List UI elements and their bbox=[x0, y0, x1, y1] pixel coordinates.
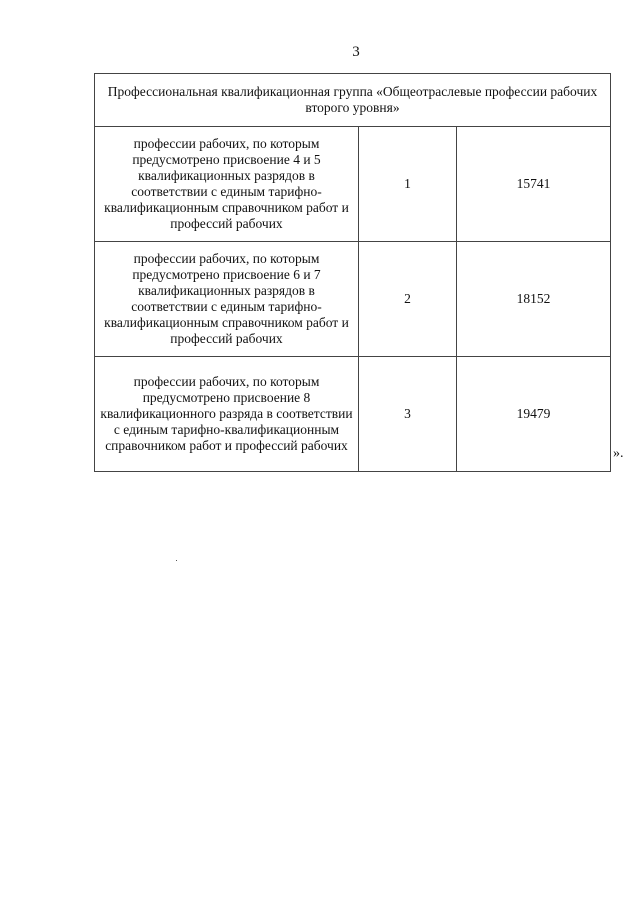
table-row bbox=[95, 127, 611, 242]
table-header-row bbox=[95, 74, 611, 127]
row-value: 15741 bbox=[457, 127, 611, 242]
row-level: 2 bbox=[359, 242, 457, 357]
table-row bbox=[95, 242, 611, 357]
table-row bbox=[95, 357, 611, 472]
row-description: профессии рабочих, по которым предусмотрено присвоение 4 и 5 квалификационных разрядов в соответствии с единым тарифно-квалификационным справочником работ и профессий рабочих bbox=[95, 127, 359, 242]
row-description: профессии рабочих, по которым предусмотрено присвоение 6 и 7 квалификационных разрядов в соответствии с единым тарифно-квалификационным справочником работ и профессий рабочих bbox=[95, 242, 359, 357]
closing-quote-mark: ». bbox=[613, 446, 624, 461]
row-value: 18152 bbox=[457, 242, 611, 357]
qualification-table bbox=[94, 73, 611, 472]
row-level: 1 bbox=[359, 127, 457, 242]
scan-speck bbox=[176, 560, 177, 561]
row-value: 19479 bbox=[457, 357, 611, 472]
row-description: профессии рабочих, по которым предусмотрено присвоение 8 квалификационного разряда в соответствии с единым тарифно-квалификационным справочником работ и профессий рабочих bbox=[95, 357, 359, 472]
page-number: 3 bbox=[352, 44, 360, 60]
row-level: 3 bbox=[359, 357, 457, 472]
group-header-cell: Профессиональная квалификационная группа «Общеотраслевые профессии рабочих второго уровня» bbox=[95, 74, 611, 127]
